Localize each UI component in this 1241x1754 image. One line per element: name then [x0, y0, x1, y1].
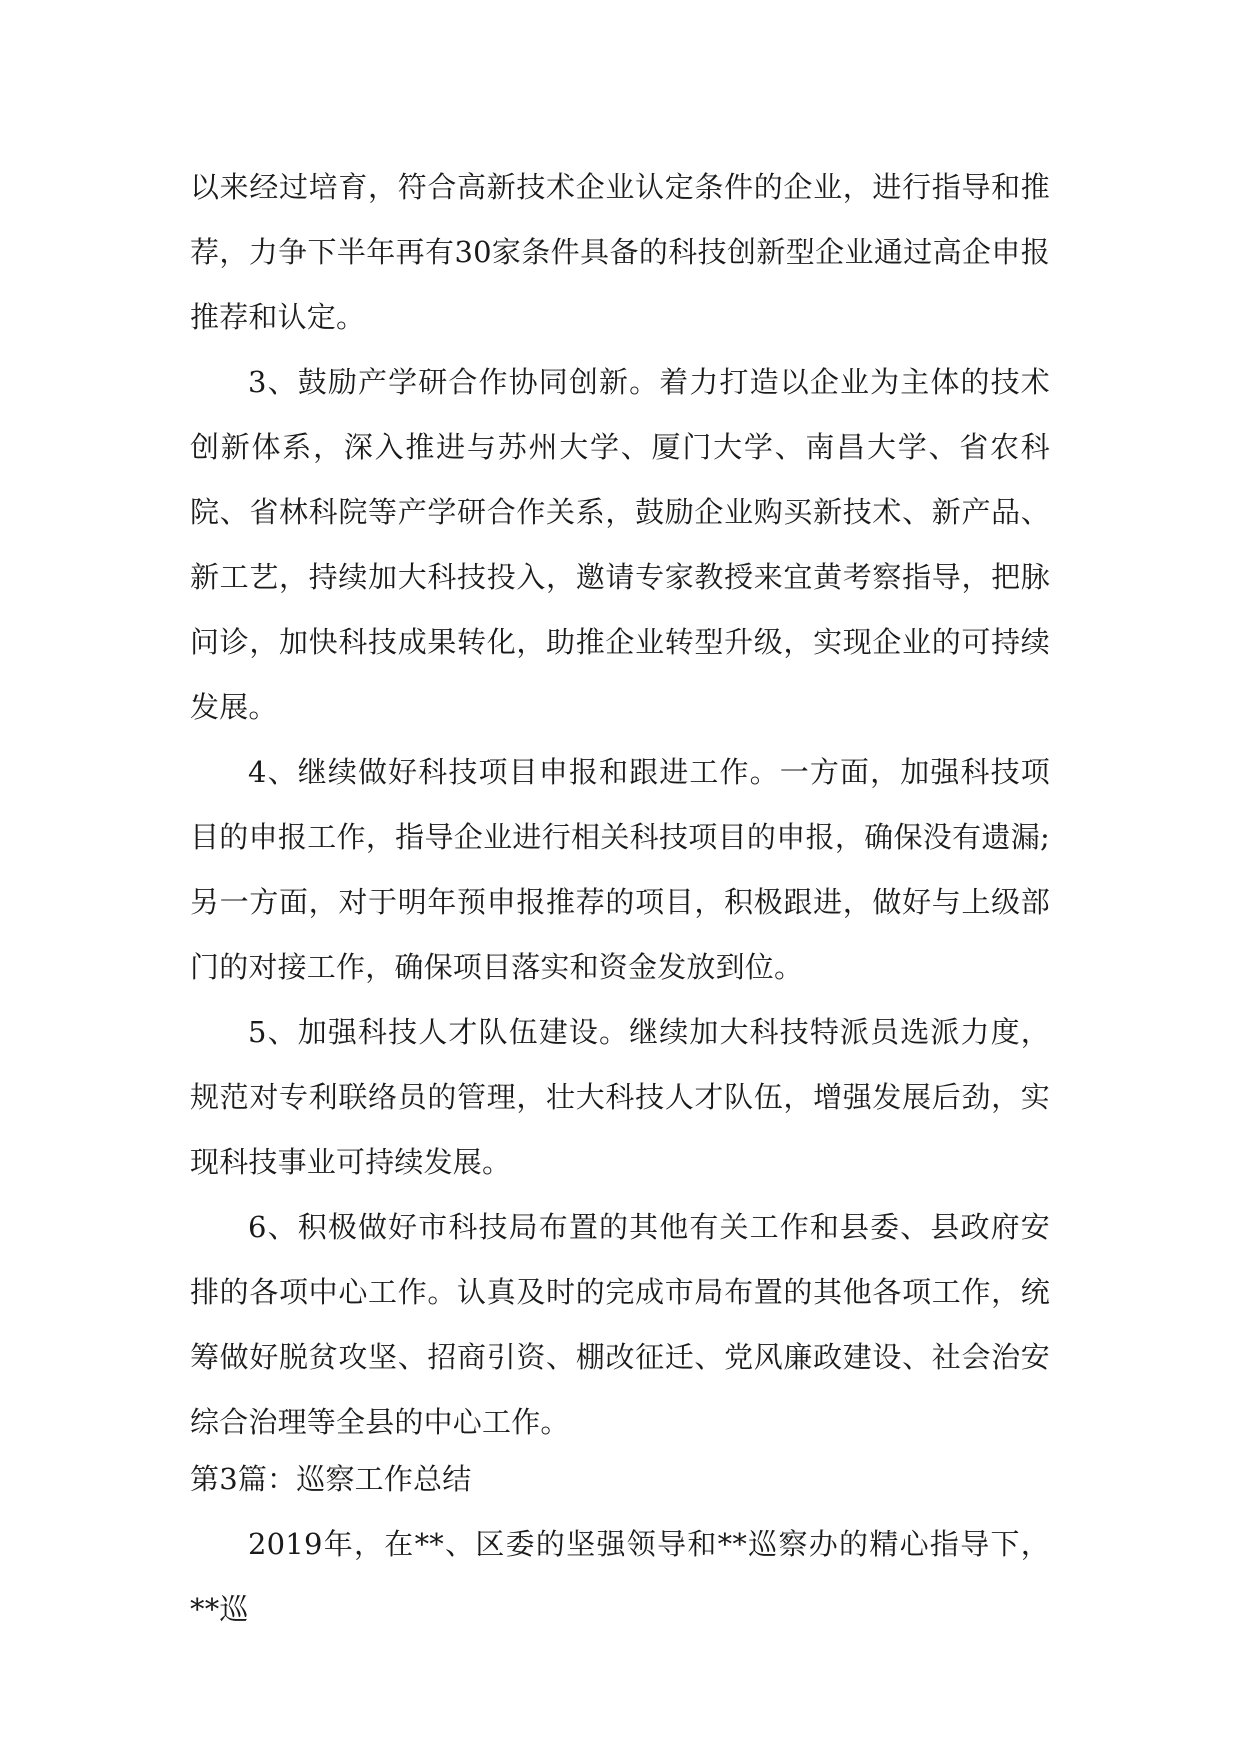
- body-text: [190, 155, 1050, 1455]
- paragraph-item-4: 4、继续做好科技项目申报和跟进工作。一方面，加强科技项目的申报工作，指导企业进行相关科技项目的申报，确保没有遗漏;另一方面，对于明年预申报推荐的项目，积极跟进，做好与上级部门的对接工作，确保项目落实和资金发放到位。: [190, 755, 1050, 984]
- section-intro-paragraph: 2019年，在**、区委的坚强领导和**巡察办的精心指导下，**巡: [190, 1527, 1050, 1626]
- paragraph-item-6: 6、积极做好市科技局布置的其他有关工作和县委、县政府安排的各项中心工作。认真及时的完成市局布置的其他各项工作，统筹做好脱贫攻坚、招商引资、棚改征迁、党风廉政建设、社会治安综合治理等全县的中心工作。: [190, 1210, 1050, 1439]
- next-section: [190, 1447, 1050, 1642]
- paragraph-continuation: 以来经过培育，符合高新技术企业认定条件的企业，进行指导和推荐，力争下半年再有30家条件具备的科技创新型企业通过高企申报推荐和认定。: [190, 170, 1050, 334]
- paragraph-item-3: 3、鼓励产学研合作协同创新。着力打造以企业为主体的技术创新体系，深入推进与苏州大学、厦门大学、南昌大学、省农科院、省林科院等产学研合作关系，鼓励企业购买新技术、新产品、新工艺，持续加大科技投入，邀请专家教授来宜黄考察指导，把脉问诊，加快科技成果转化，助推企业转型升级，实现企业的可持续发展。: [190, 365, 1050, 724]
- paragraph-item-5: 5、加强科技人才队伍建设。继续加大科技特派员选派力度，规范对专利联络员的管理，壮大科技人才队伍，增强发展后劲，实现科技事业可持续发展。: [190, 1015, 1050, 1179]
- section-heading: 第3篇：巡察工作总结: [190, 1462, 472, 1496]
